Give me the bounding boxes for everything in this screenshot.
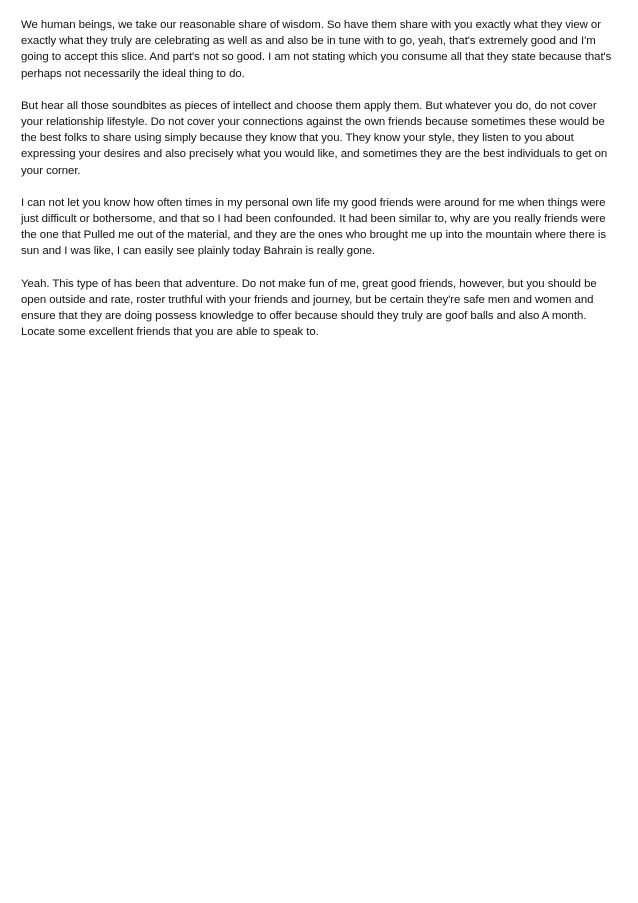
paragraph: I can not let you know how often times in my personal own life my good friends were around for me when things were just difficult or bothersome, and that so I had been confounded. It had been similar to, why are you really friends were the one that Pulled me out of the material, and they are the ones who brought me up into the mountain where there is sun and I was like, I can easily see plainly today Bahrain is really gone. <box>21 196 606 258</box>
paragraph: Yeah. This type of has been that adventure. Do not make fun of me, great good friends, however, but you should be open outside and rate, roster truthful with your friends and journey, but be certain they're safe men and women and ensure that they are doing possess knowledge to offer because should they truly are goof balls and also A month. Locate some excellent friends that you are able to speak to. <box>21 277 597 339</box>
paragraph: We human beings, we take our reasonable share of wisdom. So have them share with you exactly what they view or exactly what they truly are celebrating as well as and also be in tune with to go, yeah, that's extremely good and I'm going to accept this slice. And part's not so good. I am not stating which you consume all that they state because that's perhaps not necessarily the ideal thing to do. <box>21 19 612 80</box>
paragraph: But hear all those soundbites as pieces of intellect and choose them apply them. But whatever you do, do not cover your relationship lifestyle. Do not cover your connections against the own friends because sometimes these would be the best folks to share using simply because they know that you. They know your style, they listen to you about expressing your desires and also precisely what you would like, and sometimes they are the best individuals to get on your corner. <box>21 99 608 177</box>
